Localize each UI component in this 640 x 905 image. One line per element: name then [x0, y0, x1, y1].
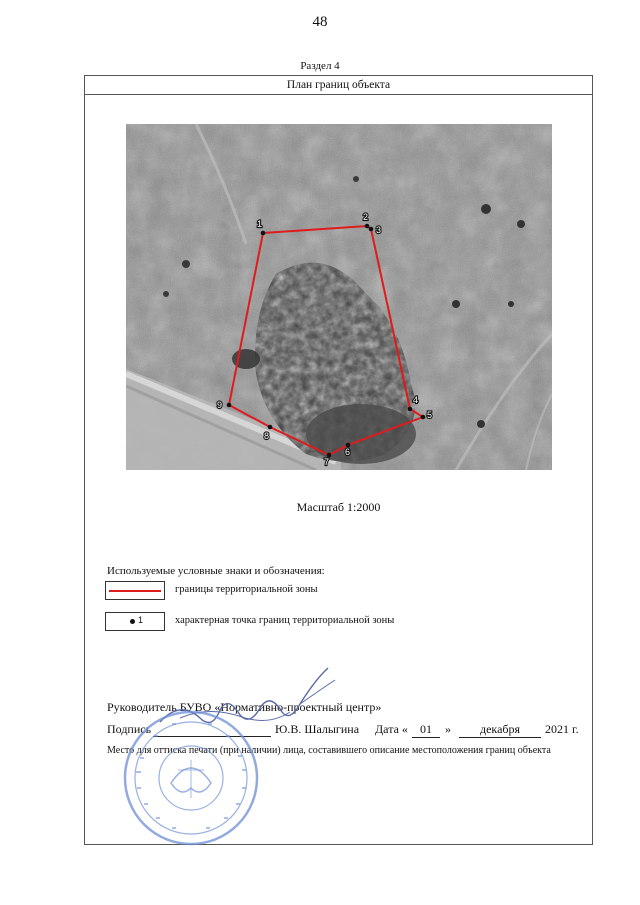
plan-title: План границ объекта: [85, 76, 592, 95]
section-title: Раздел 4: [300, 60, 340, 72]
page-number: 48: [312, 14, 328, 30]
point-3-marker: [369, 227, 374, 232]
date-day: 01: [412, 722, 440, 738]
point-7-label: 7: [324, 457, 330, 467]
point-5-label: 5: [427, 410, 433, 420]
point-4-marker: [408, 407, 413, 412]
legend-line-text: границы территориальной зоны: [175, 584, 318, 595]
point-2-marker: [365, 224, 370, 229]
point-9-label: 9: [217, 400, 223, 410]
date-label: Дата «: [375, 722, 408, 736]
aerial-photo-map: [126, 124, 552, 470]
legend-point-symbol: [105, 612, 165, 631]
point-8-label: 8: [264, 431, 270, 441]
point-5-marker: [421, 415, 426, 420]
point-8-marker: [268, 425, 273, 430]
map-scale: Масштаб 1:2000: [296, 500, 381, 514]
legend-point-text: характерная точка границ территориальной зоны: [175, 615, 395, 626]
date-quote-close: »: [445, 722, 451, 736]
point-1-label: 1: [257, 219, 263, 229]
point-6-label: 6: [345, 447, 351, 457]
point-1-marker: [261, 231, 266, 236]
stamp-place-note: Место для оттиска печати (при наличии) лица, составившего описание местоположения границ объекта: [107, 745, 551, 756]
organization-head-line: Руководитель БУВО «Нормативно-проектный центр»: [107, 700, 382, 714]
legend-title: Используемые условные знаки и обозначения:: [107, 565, 325, 577]
point-3-label: 3: [376, 225, 382, 235]
date-month: декабря: [459, 722, 541, 738]
signer-name: Ю.В. Шалыгина: [275, 722, 360, 736]
point-2-label: 2: [363, 212, 369, 222]
legend-line-symbol: [105, 581, 165, 600]
seal-stamp: [116, 708, 266, 848]
date-year: 2021 г.: [545, 722, 579, 736]
sign-label: Подпись: [107, 722, 152, 736]
point-9-marker: [227, 403, 232, 408]
point-dot-icon: [130, 619, 135, 624]
legend-point-number: 1: [138, 615, 144, 625]
point-4-label: 4: [413, 395, 419, 405]
